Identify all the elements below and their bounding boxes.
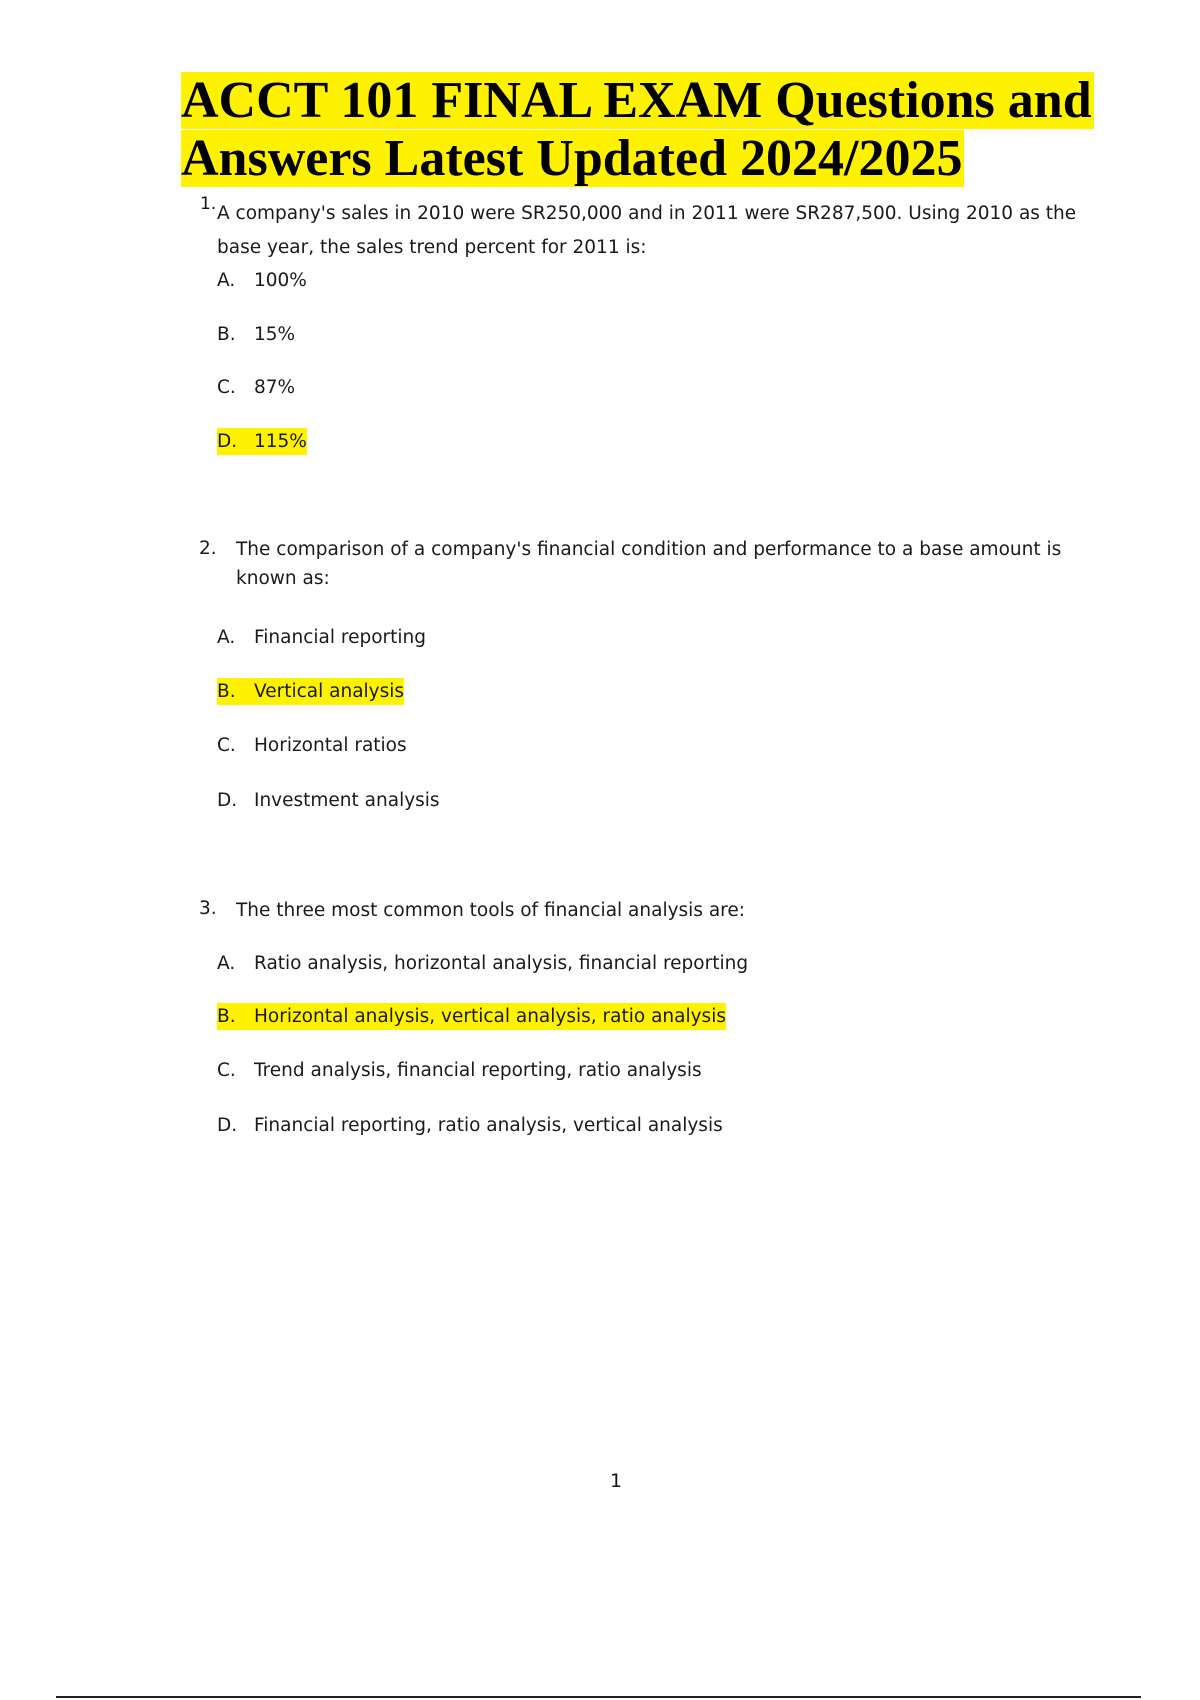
- question-text-line-1: The three most common tools of financial analysis are:: [236, 900, 745, 921]
- answer-option-a: [217, 266, 307, 296]
- answer-highlight: [217, 428, 307, 455]
- option-letter: D.: [217, 790, 238, 811]
- option-letter: B.: [217, 1006, 236, 1027]
- answer-option-c: [217, 1056, 702, 1086]
- question-text-line-1: The comparison of a company's financial condition and performance to a base amount is: [236, 539, 1062, 560]
- page-number: 1: [610, 1471, 622, 1492]
- answer-option-c: [217, 731, 407, 761]
- option-text: 15%: [254, 324, 296, 345]
- option-letter: A.: [217, 953, 236, 974]
- answer-option-d: [217, 1111, 723, 1141]
- title-line-1: ACCT 101 FINAL EXAM Questions and: [181, 72, 1092, 129]
- option-text: Investment analysis: [254, 790, 440, 811]
- option-letter: C.: [217, 1060, 236, 1081]
- document-title: [181, 72, 1131, 188]
- option-text: Financial reporting: [254, 627, 427, 648]
- option-text: Horizontal ratios: [254, 735, 407, 756]
- answer-option-b: [217, 320, 295, 350]
- answer-option-a: [217, 623, 426, 653]
- option-text: 87%: [254, 377, 296, 398]
- question-number: 2.: [199, 538, 217, 559]
- answer-highlight: [217, 1003, 726, 1030]
- footer-divider: [56, 1696, 1141, 1698]
- question-text-line-2: known as:: [236, 568, 330, 589]
- question-number: 1.: [200, 194, 217, 214]
- option-letter: B.: [217, 681, 236, 702]
- answer-highlight: [217, 678, 404, 705]
- title-line-2: Answers Latest Updated 2024/2025: [181, 130, 963, 187]
- option-letter: A.: [217, 627, 236, 648]
- answer-option-b-correct: [217, 1002, 726, 1032]
- question-text: [236, 894, 1096, 928]
- option-letter: D.: [217, 1115, 238, 1136]
- question-number: 3.: [199, 898, 217, 919]
- option-letter: A.: [217, 270, 236, 291]
- option-text: Financial reporting, ratio analysis, vertical analysis: [254, 1115, 723, 1136]
- question-text-line-1: A company's sales in 2010 were SR250,000 and in 2011 were SR287,500. Using 2010 as the: [217, 203, 1077, 224]
- option-letter: C.: [217, 735, 236, 756]
- option-letter: D.: [217, 431, 238, 452]
- option-text: Horizontal analysis, vertical analysis, ratio analysis: [254, 1006, 726, 1027]
- answer-option-d: [217, 786, 440, 816]
- option-text: Ratio analysis, horizontal analysis, financial reporting: [254, 953, 749, 974]
- option-text: 115%: [254, 431, 307, 452]
- answer-option-b-correct: [217, 677, 404, 707]
- question-text: [217, 197, 1077, 265]
- option-letter: B.: [217, 324, 236, 345]
- option-text: 100%: [254, 270, 307, 291]
- question-text-line-2: base year, the sales trend percent for 2011 is:: [217, 237, 647, 258]
- answer-option-d-correct: [217, 427, 307, 457]
- answer-option-c: [217, 373, 295, 403]
- answer-option-a: [217, 949, 748, 979]
- option-text: Trend analysis, financial reporting, ratio analysis: [254, 1060, 702, 1081]
- option-letter: C.: [217, 377, 236, 398]
- option-text: Vertical analysis: [254, 681, 405, 702]
- question-text: [236, 535, 1096, 593]
